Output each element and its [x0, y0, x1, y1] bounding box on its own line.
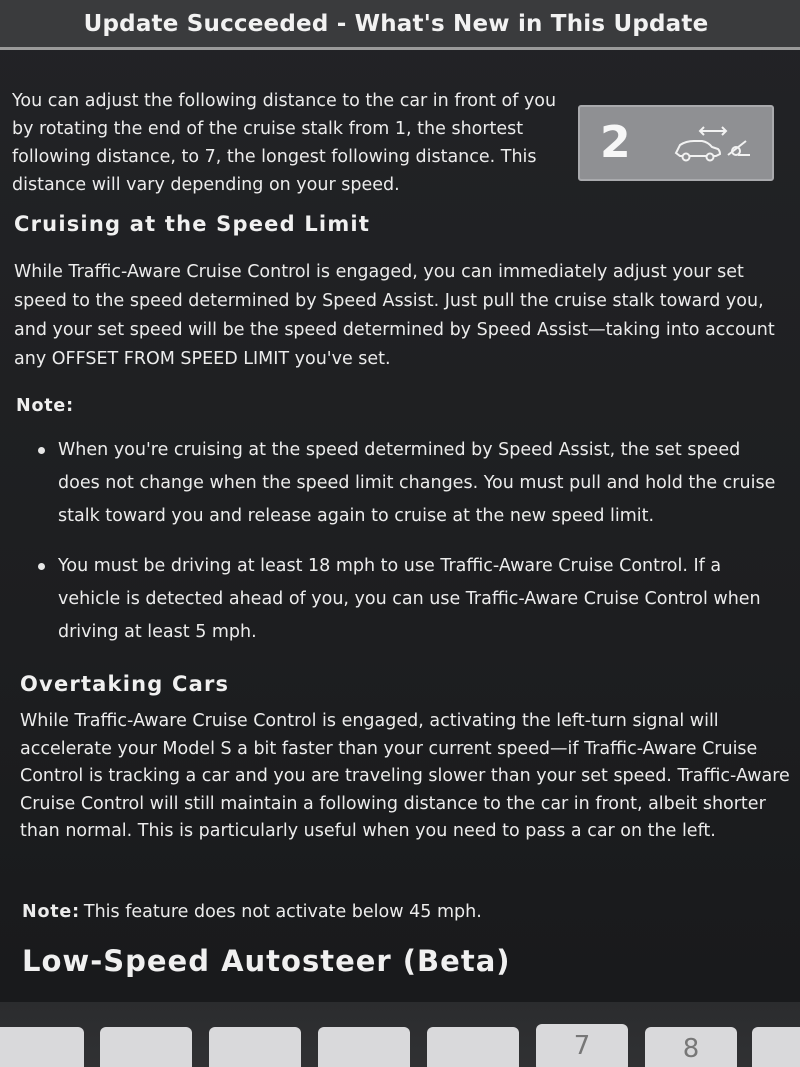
section-heading-low-speed-autosteer: Low-Speed Autosteer (Beta)	[22, 944, 511, 978]
distance-arrows-icon	[700, 127, 726, 135]
section-heading-overtaking-cars: Overtaking Cars	[20, 672, 230, 696]
bullet-text: When you're cruising at the speed determined by Speed Assist, the set speed does not change when the speed limit changes. You must pull and hold the cruise stalk toward you and release again to cruise at the new speed limit.	[58, 440, 776, 526]
page-title: Update Succeeded - What's New in This Update	[83, 10, 709, 37]
title-bar	[0, 0, 800, 50]
bullet-dot	[38, 563, 45, 570]
list-item	[38, 434, 778, 534]
bullet-dot	[38, 447, 45, 454]
note-label: Note:	[22, 902, 80, 922]
keypad-key[interactable]	[427, 1027, 519, 1067]
release-notes-content[interactable]	[0, 60, 800, 1000]
keypad-key[interactable]	[318, 1027, 410, 1067]
car-icon	[676, 141, 720, 161]
cruising-speed-limit-paragraph: While Traffic-Aware Cruise Control is engaged, you can immediately adjust your set speed to the speed determined by Speed Assist. Just pull the cruise stalk toward you, and your set speed will be the speed determined by Speed Assist—taking into account any OFFSET FROM SPEED LIMIT you've set.	[14, 262, 775, 369]
cruise-stalk-icon	[728, 141, 750, 155]
list-item	[38, 550, 778, 650]
keypad-key-8[interactable]: 8	[645, 1027, 737, 1067]
distance-setting-value: 2	[600, 117, 631, 168]
keypad-strip	[0, 1002, 800, 1067]
keypad-key-7[interactable]: 7	[536, 1024, 628, 1067]
overtaking-note	[22, 898, 782, 927]
note-label: Note:	[16, 396, 74, 416]
following-distance-illustration	[578, 105, 774, 181]
section-heading-cruising-speed-limit: Cruising at the Speed Limit	[14, 212, 371, 236]
keypad-key[interactable]	[209, 1027, 301, 1067]
intro-paragraph: You can adjust the following distance to the car in front of you by rotating the end of the cruise stalk from 1, the shortest following distance, to 7, the longest following distance. This distance will vary depending on your speed.	[12, 91, 557, 195]
overtaking-cars-paragraph: While Traffic-Aware Cruise Control is engaged, activating the left-turn signal will accelerate your Model S a bit faster than your current speed—if Traffic-Aware Cruise Control is tracking a car and you are traveling slower than your set speed. Traffic-Aware Cruise Control will still maintain a following distance to the car in front, albeit shorter than normal. This is particularly useful when you need to pass a car on the left.	[20, 711, 790, 841]
keypad-key[interactable]	[752, 1027, 800, 1067]
keypad-key[interactable]	[0, 1027, 84, 1067]
bullet-text: You must be driving at least 18 mph to use Traffic-Aware Cruise Control. If a vehicle is detected ahead of you, you can use Traffic-Aware Cruise Control when driving at least 5 mph.	[58, 556, 761, 642]
note-text: This feature does not activate below 45 mph.	[83, 902, 482, 922]
car-distance-icon	[672, 121, 762, 171]
keypad-key[interactable]	[100, 1027, 192, 1067]
